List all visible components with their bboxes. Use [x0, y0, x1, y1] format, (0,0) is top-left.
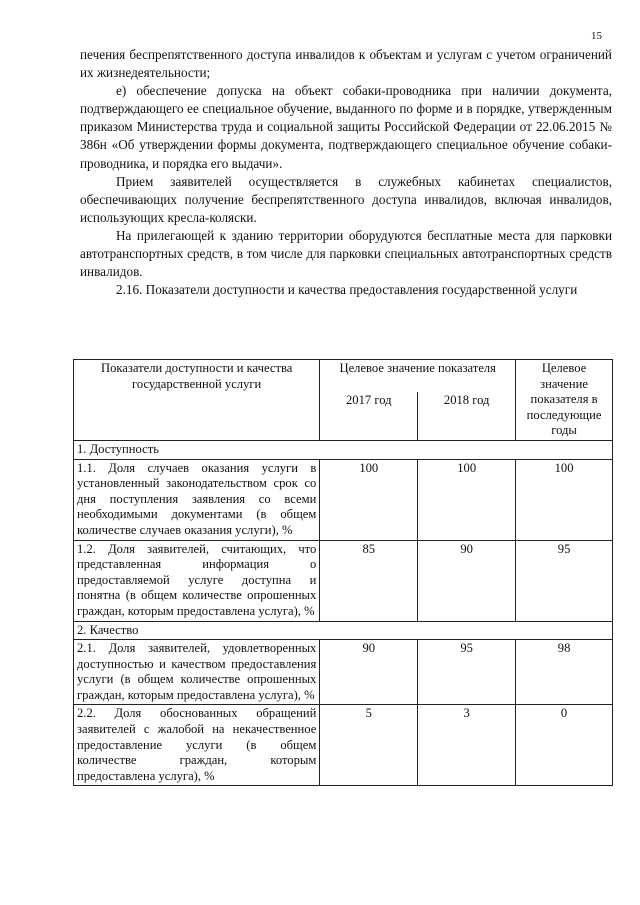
section-title: 1. Доступность	[74, 440, 613, 459]
indicators-table	[73, 359, 613, 786]
table-row	[74, 459, 613, 540]
value-later: 0	[516, 705, 613, 786]
value-2018: 90	[418, 540, 516, 621]
header-later-years: Целевое значение показателя в последующие годы	[516, 360, 613, 441]
table-row	[74, 540, 613, 621]
indicator-name: 1.2. Доля заявителей, считающих, что представленная информация о предоставляемой услуге доступна и понятна (в общем количестве опрошенных граждан, которым предоставлена услуга), %	[74, 540, 320, 621]
section-heading-2-16: 2.16. Показатели доступности и качества предоставления государственной услуги	[116, 282, 578, 298]
value-2017: 85	[320, 540, 418, 621]
value-2018: 95	[418, 640, 516, 705]
table-header-row	[74, 360, 613, 392]
section-title: 2. Качество	[74, 621, 613, 640]
header-indicator: Показатели доступности и качества государственной услуги	[74, 360, 320, 441]
value-2018: 100	[418, 459, 516, 540]
value-2017: 90	[320, 640, 418, 705]
section-row-quality	[74, 621, 613, 640]
header-year-2018: 2018 год	[418, 392, 516, 441]
value-later: 98	[516, 640, 613, 705]
value-later: 95	[516, 540, 613, 621]
header-year-2017: 2017 год	[320, 392, 418, 441]
table-row	[74, 705, 613, 786]
paragraph-reception: Прием заявителей осуществляется в служебных кабинетах специалистов, обеспечивающих получение беспрепятственного доступа инвалидов, включая инвалидов, использующих кресла-коляски.	[80, 173, 612, 225]
value-2018: 3	[418, 705, 516, 786]
value-later: 100	[516, 459, 613, 540]
paragraph-parking: На прилегающей к зданию территории оборудуются бесплатные места для парковки автотранспортных средств, в том числе для парковки специальных автотранспортных средств инвалидов.	[80, 227, 612, 280]
indicator-name: 2.1. Доля заявителей, удовлетворенных доступностью и качеством предоставления услуги (в общем количестве опрошенных граждан, которым предоставлена услуга), %	[74, 640, 320, 705]
paragraph-continuation: печения беспрепятственного доступа инвалидов к объектам и услугам с учетом ограничений их жизнедеятельности;	[80, 47, 612, 81]
paragraph-guide-dog: е) обеспечение допуска на объект собаки-проводника при наличии документа, подтверждающего ее специальное обучение, выданного по форме и в порядке, утвержденным приказом Министерства труда и социальной защиты Российской Федерации от 22.06.2015 № 386н «Об утверждении формы документа, подтверждающего специальное обучение собаки-проводника, и порядка его выдачи».	[80, 83, 612, 171]
page-number: 15	[591, 30, 602, 42]
indicator-name: 2.2. Доля обоснованных обращений заявителей с жалобой на некачественное предоставление услуги (в общем количестве граждан, которым предоставлена услуга), %	[74, 705, 320, 786]
section-row-accessibility	[74, 440, 613, 459]
table-row	[74, 640, 613, 705]
value-2017: 100	[320, 459, 418, 540]
header-target-value: Целевое значение показателя	[320, 360, 516, 392]
indicator-name: 1.1. Доля случаев оказания услуги в установленный законодательством срок со дня поступления заявления со всеми необходимыми документами (в общем количестве случаев оказания услуги), %	[74, 459, 320, 540]
body-text	[80, 46, 612, 299]
value-2017: 5	[320, 705, 418, 786]
